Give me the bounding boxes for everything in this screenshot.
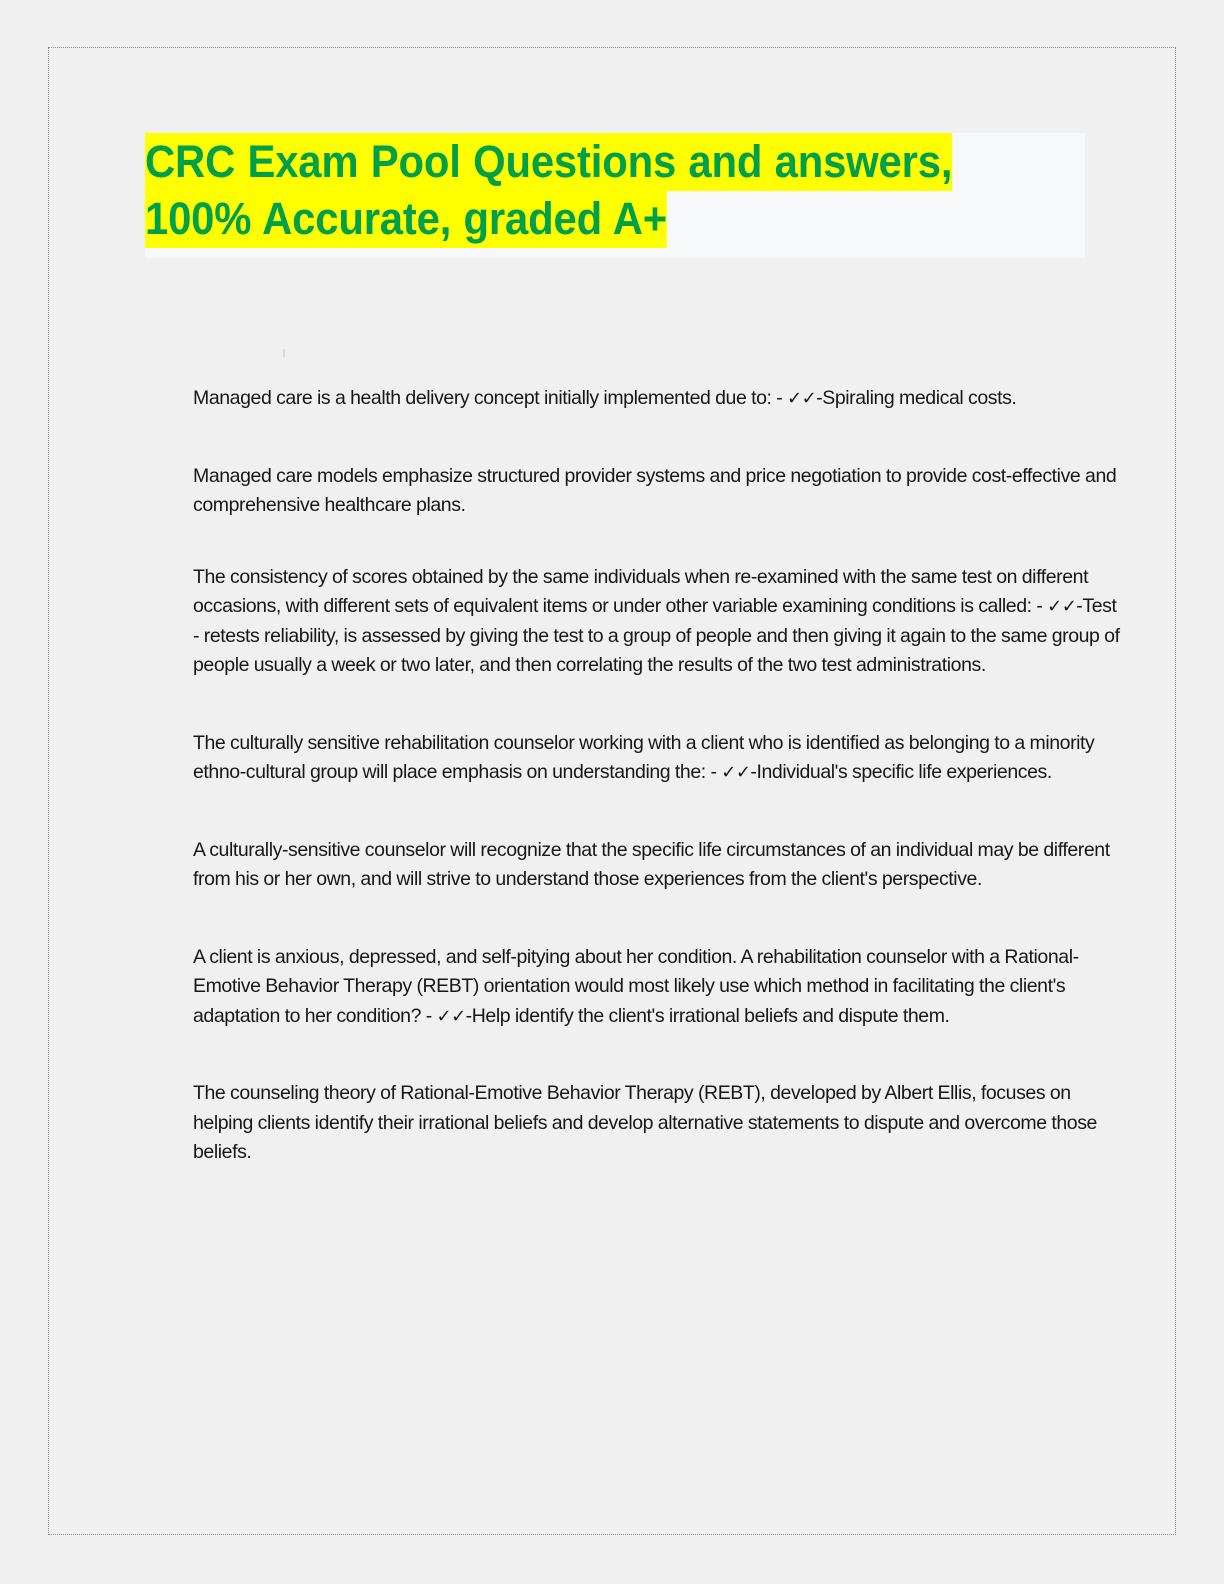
title-line-1: CRC Exam Pool Questions and answers,	[145, 133, 952, 191]
paragraph-question-test-retest: The consistency of scores obtained by the same individuals when re-examined with the same test on different occasions, with different sets of equivalent items or under other variable examining conditions is called: - ✓✓-Test - retests reliability, is assessed by giving the test to a group of people and then giving it again to the same group of people usually a week or two later, and then correlating the results of the two test administrations.	[193, 565, 1120, 676]
answer-check-icon: ✓✓	[436, 1005, 466, 1027]
paragraph-question-cultural-sensitivity: The culturally sensitive rehabilitation counselor working with a client who is identified as belonging to a minority ethno-cultural group will place emphasis on understanding the: - ✓✓-Individual's specific life experiences.	[193, 731, 1095, 783]
paragraph-explanation-rebt: The counseling theory of Rational-Emotive Behavior Therapy (REBT), developed by Albert Ellis, focuses on helping clients identify their irrational beliefs and develop alternative statements to dispute and overcome those beliefs.	[193, 1082, 1097, 1163]
answer-check-icon: ✓✓	[1047, 596, 1077, 617]
paragraph-question-rebt: A client is anxious, depressed, and self-pitying about her condition. A rehabilitation counselor with a Rational-Emotive Behavior Therapy (REBT) orientation would most likely use which method in facilitating the client's adaptation to her condition? - ✓✓-Help identify the client's irrational beliefs and dispute them.	[193, 945, 1079, 1027]
title-line-2: 100% Accurate, graded A+	[145, 190, 667, 248]
document-page	[48, 47, 1176, 1535]
scan-artifact-mark	[283, 349, 285, 357]
document-title-block	[145, 133, 1085, 247]
paragraph-question-managed-care: Managed care is a health delivery concept initially implemented due to: - ✓✓-Spiraling medical costs.	[193, 387, 1017, 409]
document-body	[193, 384, 1127, 1168]
answer-check-icon: ✓✓	[721, 762, 751, 783]
paragraph-explanation-cultural-sensitivity: A culturally-sensitive counselor will recognize that the specific life circumstances of an individual may be different from his or her own, and will strive to understand those experiences from the client's perspective.	[193, 838, 1110, 890]
page-title	[145, 133, 1015, 247]
answer-check-icon: ✓✓	[787, 388, 817, 409]
paragraph-explanation-managed-care: Managed care models emphasize structured provider systems and price negotiation to provide cost-effective and comprehensive healthcare plans.	[193, 464, 1117, 516]
